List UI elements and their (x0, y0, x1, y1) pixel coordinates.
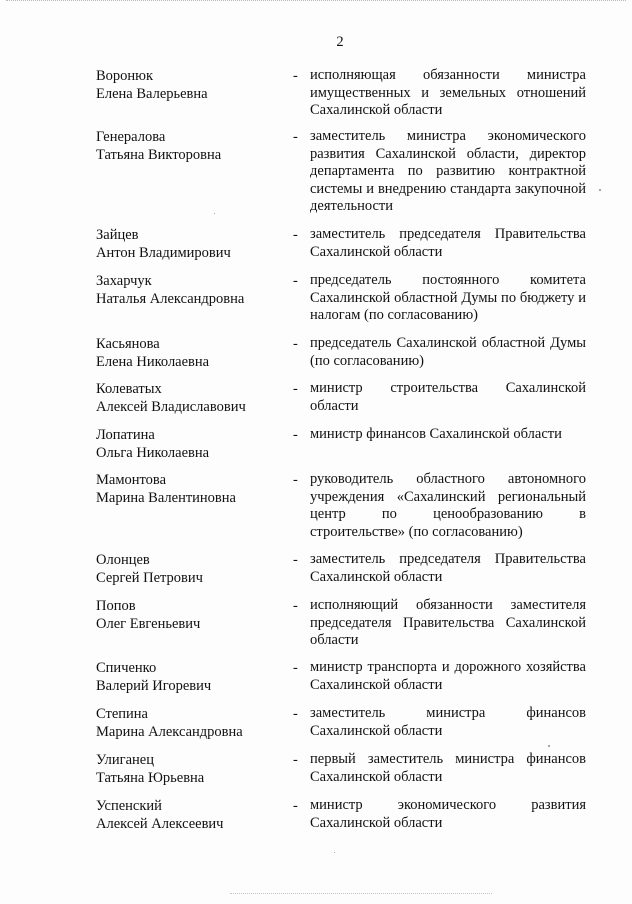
member-given-names: Елена Николаевна (96, 354, 210, 370)
member-surname: Воронюк (96, 68, 154, 84)
member-surname: Генералова (96, 129, 166, 145)
member-position: председатель Сахалинской областной Думы (по согласованию) (310, 335, 586, 369)
member-name (96, 226, 286, 262)
member-name (96, 551, 286, 587)
separator-dash: - (293, 660, 298, 676)
separator-dash: - (293, 472, 298, 488)
member-position: заместитель министра экономического развития Сахалинской области, директор департамента по развитию контрактной системы и внедрению стандарта закупочной деятельности (310, 128, 586, 214)
member-name (96, 128, 286, 164)
member-position: министр транспорта и дорожного хозяйства Сахалинской области (310, 659, 586, 693)
scan-bottom-edge (230, 893, 492, 895)
member-position: исполняющая обязанности министра имущественных и земельных отношений Сахалинской области (310, 67, 586, 118)
member-surname: Мамонтова (96, 472, 167, 488)
member-given-names: Антон Владимирович (96, 245, 231, 261)
separator-dash: - (293, 336, 298, 352)
member-position: исполняющий обязанности заместителя председателя Правительства Сахалинской области (310, 597, 586, 648)
separator-dash: - (293, 798, 298, 814)
member-position: председатель постоянного комитета Сахалинской областной Думы по бюджету и налогам (по согласованию) (310, 272, 586, 323)
member-name (96, 705, 286, 741)
member-surname: Попов (96, 598, 136, 614)
member-position: министр экономического развития Сахалинской области (310, 797, 586, 831)
member-given-names: Марина Валентиновна (96, 490, 236, 506)
separator-dash: - (293, 129, 298, 145)
member-given-names: Сергей Петрович (96, 570, 203, 586)
member-given-names: Алексей Алексеевич (96, 816, 224, 832)
member-position: заместитель председателя Правительства Сахалинской области (310, 226, 586, 260)
scan-top-edge (6, 0, 626, 2)
member-surname: Успенский (96, 798, 162, 814)
member-position: министр финансов Сахалинской области (310, 426, 562, 442)
member-surname: Улиганец (96, 752, 154, 768)
separator-dash: - (293, 227, 298, 243)
separator-dash: - (293, 273, 298, 289)
member-name (96, 426, 286, 462)
member-name (96, 67, 286, 103)
scan-speck (599, 189, 601, 191)
member-surname: Лопатина (96, 427, 155, 443)
scan-speck (334, 852, 335, 853)
member-name (96, 471, 286, 507)
member-name (96, 335, 286, 371)
member-given-names: Татьяна Юрьевна (96, 770, 205, 786)
member-name (96, 797, 286, 833)
member-given-names: Олег Евгеньевич (96, 616, 201, 632)
scan-speck (214, 213, 215, 214)
member-given-names: Татьяна Викторовна (96, 147, 222, 163)
member-name (96, 751, 286, 787)
member-given-names: Алексей Владиславович (96, 399, 246, 415)
member-surname: Захарчук (96, 273, 152, 289)
member-name (96, 380, 286, 416)
member-given-names: Елена Валерьевна (96, 86, 208, 102)
member-position: заместитель председателя Правительства Сахалинской области (310, 551, 586, 585)
member-position: руководитель областного автономного учреждения «Сахалинский региональный центр по ценообразованию в строительстве» (по согласованию) (310, 471, 586, 540)
scan-speck (548, 745, 550, 747)
member-position: первый заместитель министра финансов Сахалинской области (310, 751, 586, 785)
separator-dash: - (293, 381, 298, 397)
separator-dash: - (293, 427, 298, 443)
member-given-names: Валерий Игоревич (96, 678, 212, 694)
member-position: заместитель министра финансов Сахалинской области (310, 705, 586, 739)
member-given-names: Наталья Александровна (96, 291, 245, 307)
member-name (96, 597, 286, 633)
separator-dash: - (293, 752, 298, 768)
separator-dash: - (293, 598, 298, 614)
member-given-names: Марина Александровна (96, 724, 243, 740)
member-surname: Спиченко (96, 660, 157, 676)
member-surname: Степина (96, 706, 148, 722)
member-surname: Касьянова (96, 336, 160, 352)
separator-dash: - (293, 68, 298, 84)
member-surname: Олонцев (96, 552, 150, 568)
member-name (96, 272, 286, 308)
member-position: министр строительства Сахалинской области (310, 380, 586, 414)
member-given-names: Ольга Николаевна (96, 445, 210, 461)
separator-dash: - (293, 706, 298, 722)
separator-dash: - (293, 552, 298, 568)
member-surname: Зайцев (96, 227, 139, 243)
page-number: 2 (336, 34, 344, 50)
member-name (96, 659, 286, 695)
member-surname: Колеватых (96, 381, 162, 397)
